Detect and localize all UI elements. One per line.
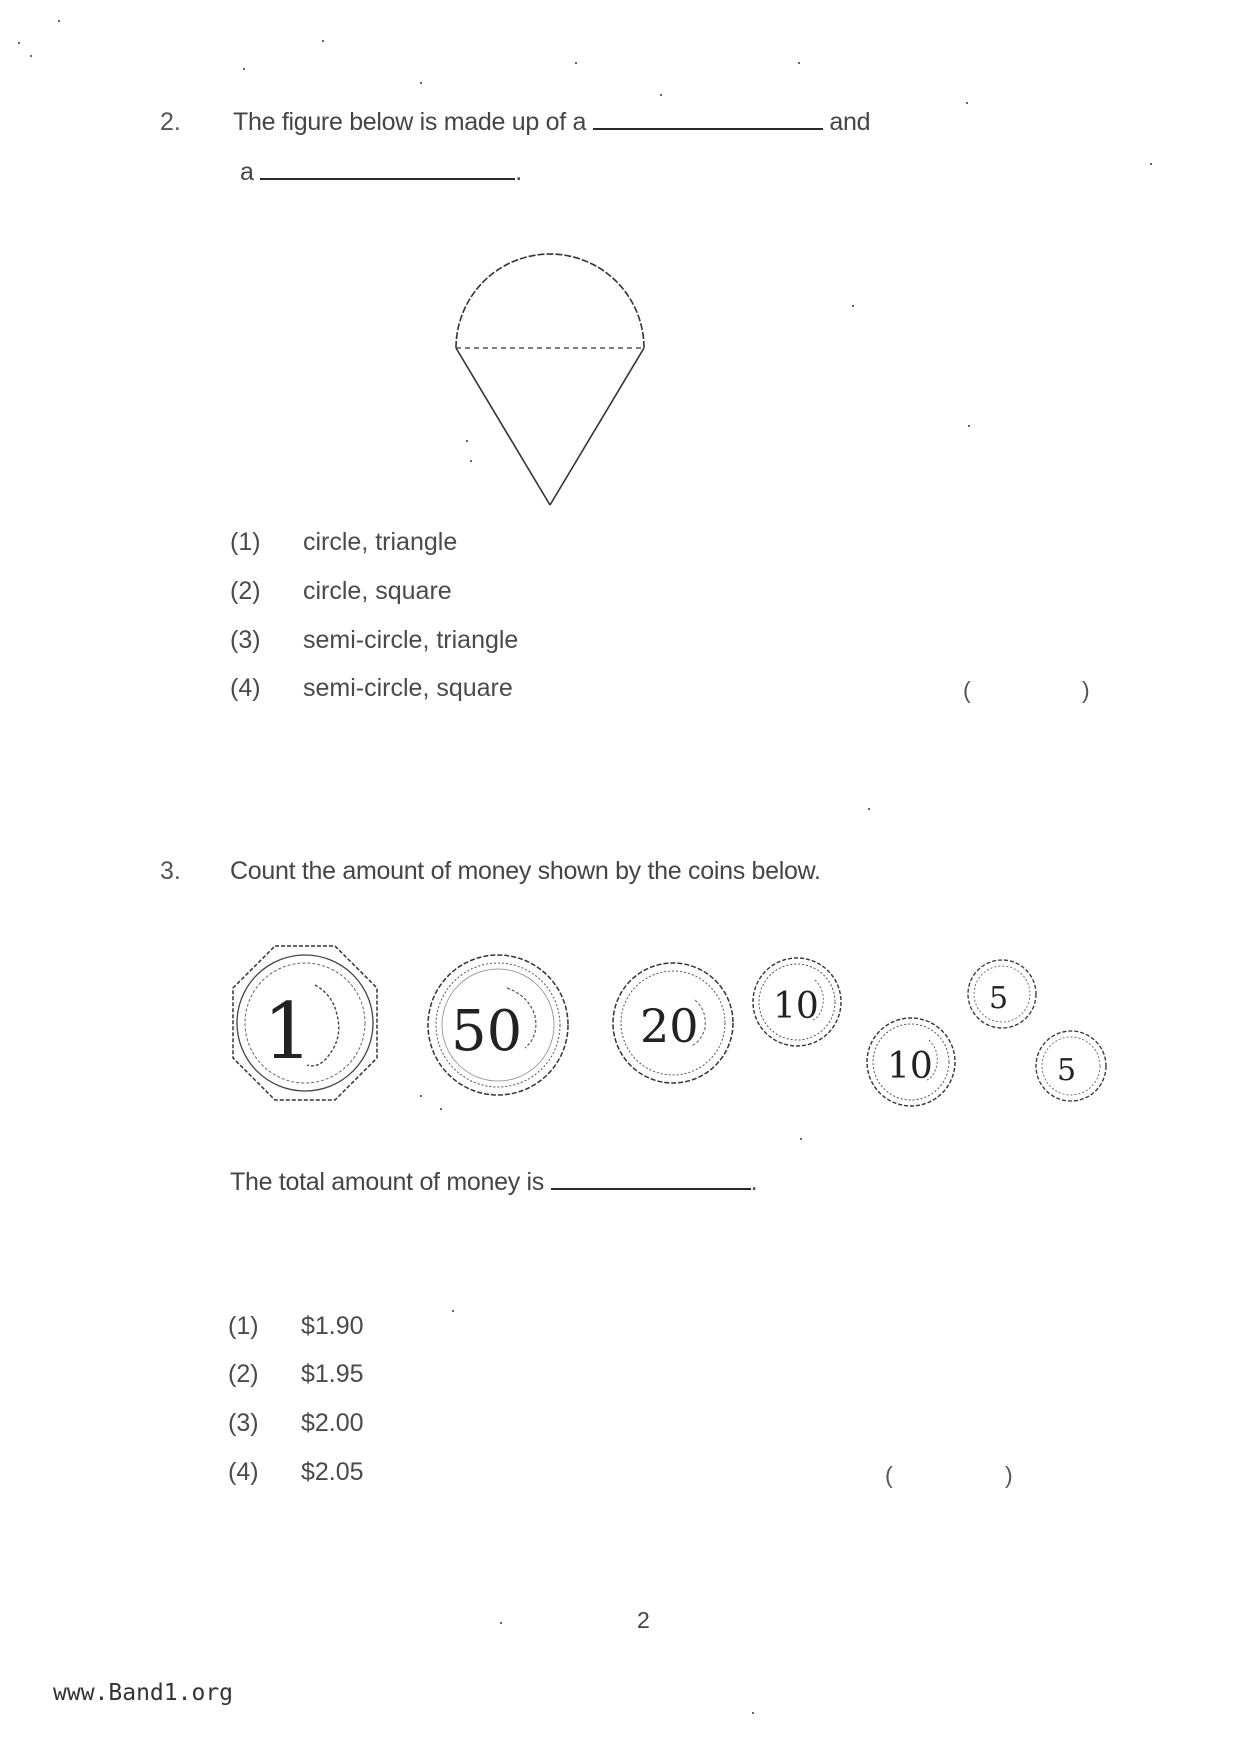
option-4[interactable] [228,1458,364,1487]
scan-speck [752,1712,754,1714]
triangle-right-side [550,348,644,505]
scan-speck [452,1310,454,1312]
option-1[interactable] [228,1312,364,1341]
answer-bracket-open: ( [885,1462,893,1488]
total-end: . [750,1168,758,1196]
question-prompt-line2 [240,158,522,187]
scan-speck [30,55,32,57]
option-3[interactable] [230,626,518,655]
option-number: (2) [230,577,261,605]
answer-bracket-close: ) [1082,677,1090,703]
option-text: circle, triangle [303,528,458,556]
coin-value-label: 50 [451,999,523,1064]
scan-speck [440,1108,442,1110]
scan-speck [852,305,854,307]
coins-figure [225,940,1125,1120]
scan-speck [470,460,472,462]
scan-speck [243,68,245,70]
semicircle-triangle-figure [430,235,670,520]
fifty-cent-coin [428,955,568,1095]
scan-speck [322,40,324,42]
option-number: (1) [230,528,261,556]
total-amount-line [230,1168,757,1197]
option-4[interactable] [230,674,513,703]
scan-speck [660,94,662,96]
coin-value-label: 1 [263,987,313,1077]
total-prefix: The total amount of money is [230,1168,544,1196]
question-number: 2. [160,108,181,136]
option-text: $2.00 [301,1409,364,1437]
answer-bracket-close: ) [1005,1462,1013,1488]
prompt-text: The figure below is made up of a [233,108,587,136]
option-2[interactable] [230,577,452,606]
scan-speck [1150,163,1152,165]
question-prompt-line1 [233,108,870,137]
one-dollar-coin [233,946,377,1100]
prompt-text: and [829,108,871,136]
answer-box[interactable] [897,1456,1003,1490]
option-number: (3) [228,1409,259,1437]
option-text: circle, square [303,577,452,605]
prompt-text: a [240,158,254,186]
page-number: 2 [637,1607,650,1633]
coin-value-label: 5 [1057,1053,1077,1088]
answer-box[interactable] [975,672,1080,706]
option-number: (1) [228,1312,259,1340]
option-number: (4) [230,674,261,702]
scan-speck [966,102,968,104]
question-prompt: Count the amount of money shown by the coins below. [230,857,821,885]
scan-speck [420,1095,422,1097]
scan-speck [466,440,468,442]
prompt-end: . [515,158,522,186]
five-cent-coin [968,960,1036,1028]
option-2[interactable] [228,1360,364,1389]
ten-cent-coin [753,958,841,1046]
five-cent-coin [1036,1031,1106,1101]
coin-value-label: 10 [773,986,819,1027]
total-answer-blank[interactable] [551,1168,751,1190]
answer-blank-1[interactable] [593,108,823,130]
footer-url[interactable]: www.Band1.org [53,1680,234,1706]
option-number: (4) [228,1458,259,1486]
scan-speck [575,62,577,64]
option-text: $1.95 [301,1360,364,1388]
triangle-left-side [456,348,550,505]
scan-speck [500,1622,502,1624]
answer-blank-2[interactable] [260,158,515,180]
scan-speck [420,82,422,84]
option-number: (2) [228,1360,259,1388]
coin-value-label: 20 [640,999,699,1053]
coin-value-label: 10 [887,1046,933,1087]
option-number: (3) [230,626,261,654]
option-1[interactable] [230,528,457,557]
scan-speck [800,1138,802,1140]
option-text: semi-circle, triangle [303,626,519,654]
answer-bracket-open: ( [963,677,971,703]
ten-cent-coin [867,1018,955,1106]
semicircle-arc [456,254,644,348]
option-3[interactable] [228,1409,364,1438]
twenty-cent-coin [613,963,733,1083]
scan-speck [58,20,60,22]
scan-speck [968,425,970,427]
question-number: 3. [160,857,181,885]
option-text: semi-circle, square [303,674,513,702]
option-text: $1.90 [301,1312,364,1340]
option-text: $2.05 [301,1458,364,1486]
coin-value-label: 5 [989,981,1009,1016]
scan-speck [868,808,870,810]
scan-speck [18,42,20,44]
scan-speck [798,62,800,64]
